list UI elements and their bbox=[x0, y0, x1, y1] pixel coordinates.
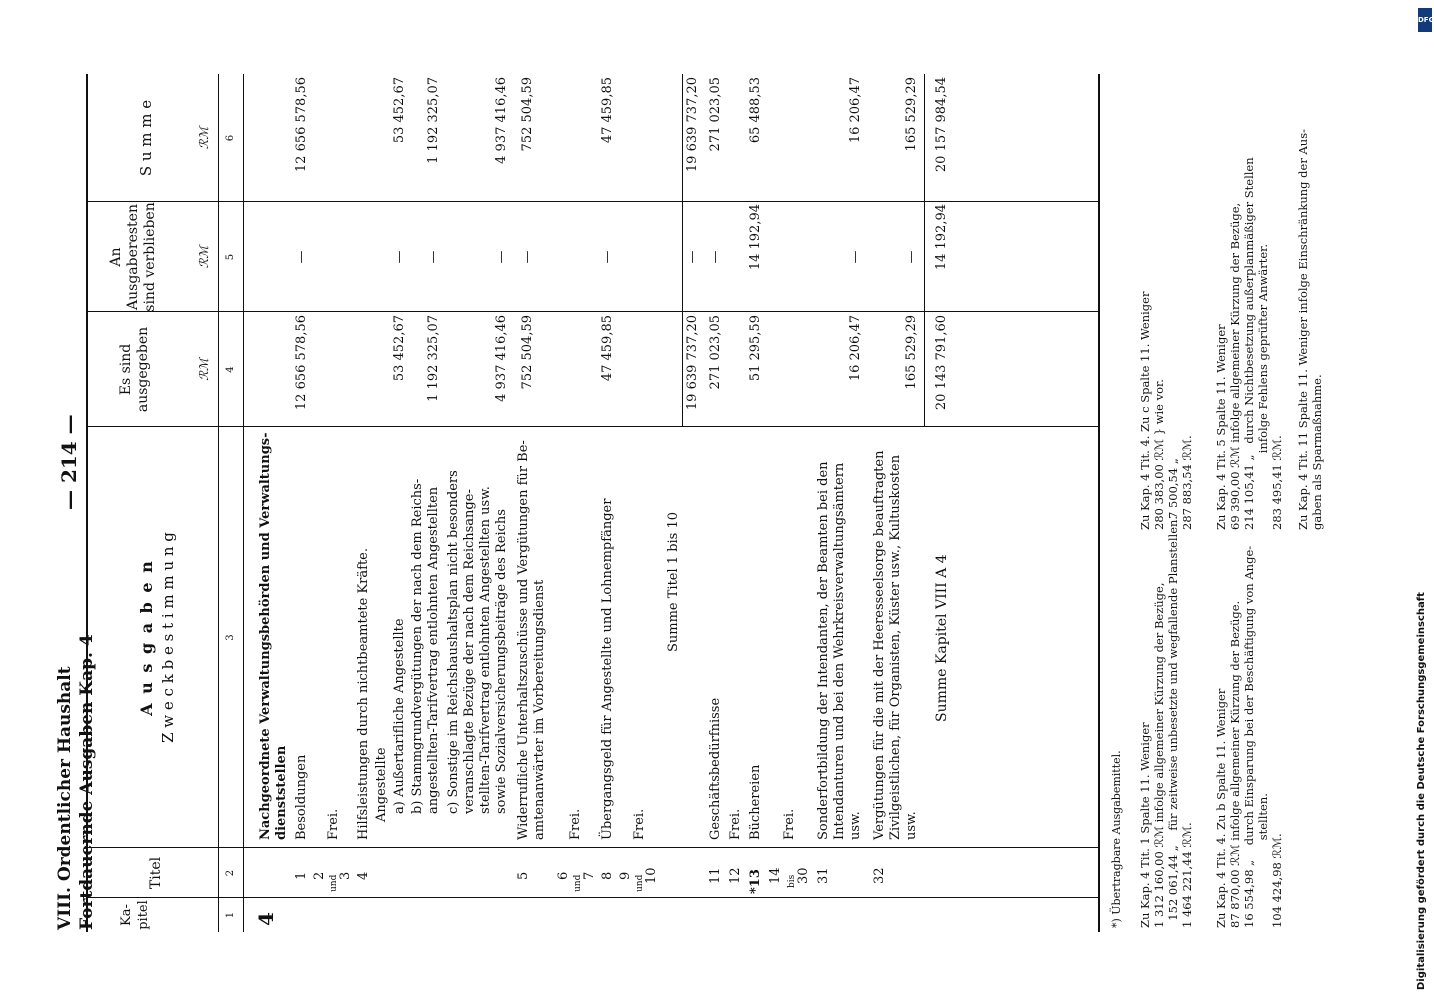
titel-number: 8 bbox=[600, 871, 615, 880]
value-ausgegeben: 165 529,29 bbox=[904, 315, 919, 390]
col-header-zweck: Z w e c k b e s t i m m u n g bbox=[159, 532, 177, 743]
row-label: Frei. bbox=[326, 808, 341, 840]
col-header-kapitel: Ka- pitel bbox=[119, 900, 151, 930]
value-dash: — bbox=[520, 250, 535, 264]
value-dash: — bbox=[392, 250, 407, 264]
value-summe: 47 459,85 bbox=[600, 77, 615, 144]
value-ausgegeben: 4 937 416,46 bbox=[494, 315, 509, 402]
kapitel-number: 4 bbox=[254, 912, 278, 926]
value-summe: 12 656 578,56 bbox=[294, 77, 309, 173]
value-dash: — bbox=[848, 250, 863, 264]
row-label: Frei. bbox=[632, 808, 647, 840]
titel-number: 4 bbox=[356, 871, 371, 880]
footnote: *) Übertragbare Ausgabemittel. bbox=[1110, 750, 1123, 928]
row-label: Büchereien bbox=[748, 764, 763, 840]
titel-number: 30 bbox=[796, 867, 811, 884]
titel-number: 7 bbox=[582, 871, 597, 880]
row-label: Widerrufliche Unterhaltszuschüsse und Vergütungen für Be- amtenanwärter im Vorbereitungsdienst bbox=[516, 440, 547, 840]
row-label: a) Außertarifliche Angestellte bbox=[392, 618, 407, 814]
col-number: 1 bbox=[225, 911, 236, 919]
titel-number: 11 bbox=[708, 867, 723, 884]
row-label: Übergangsgeld für Angestellte und Lohnempfänger bbox=[600, 498, 615, 840]
col-number: 6 bbox=[225, 134, 236, 142]
row-label: Frei. bbox=[568, 808, 583, 840]
value-ausgegeben: 16 206,47 bbox=[848, 315, 863, 382]
titel-number: 14 bbox=[768, 867, 783, 884]
header-rule bbox=[243, 74, 244, 932]
titel-connector: und bbox=[329, 874, 339, 892]
titel-number: 1 bbox=[294, 871, 309, 880]
value-dash: — bbox=[904, 250, 919, 264]
titel-number: 3 bbox=[338, 871, 353, 880]
value-summe: 19 639 737,20 bbox=[685, 77, 700, 173]
col-header-ausgaben: A u s g a b e n bbox=[137, 559, 156, 716]
subtotal-rule bbox=[682, 74, 683, 427]
value-summe: 752 504,59 bbox=[520, 77, 535, 152]
total-rule bbox=[924, 74, 925, 427]
value-summe: 165 529,29 bbox=[904, 77, 919, 152]
remark-tit4b: Zu Kap. 4 Tit. 4. Zu b Spalte 11. Weniger 87 870,00 ℛℳ infolge allgemeiner Kürzung der Bezüge. 16 554,98 „ durch Einsparung bei der Beschäftigung von Ange- stellten. 104 424,98 ℛℳ. bbox=[1214, 545, 1284, 928]
value-ausgegeben: 271 023,05 bbox=[708, 315, 723, 390]
budget-table bbox=[86, 74, 1100, 932]
value-summe: 53 452,67 bbox=[392, 77, 407, 144]
row-label: Frei. bbox=[728, 808, 743, 840]
header-title: VIII. Ordentlicher Haushalt bbox=[55, 666, 75, 930]
row-label: Besoldungen bbox=[294, 754, 309, 840]
col-number: 2 bbox=[225, 869, 236, 877]
value-summe: 16 206,47 bbox=[848, 77, 863, 144]
value-dash: — bbox=[708, 250, 723, 264]
value-dash: — bbox=[426, 250, 441, 264]
total-summe: 20 157 984,54 bbox=[934, 77, 949, 173]
value-ausgabereste: 14 192,94 bbox=[748, 204, 763, 271]
value-ausgegeben: 51 295,59 bbox=[748, 315, 763, 382]
remark-tit1: Zu Kap. 4 Tit. 1 Spalte 11. Weniger 1 312 160,00 ℛℳ infolge allgemeiner Kürzung der Bezüge, 152 061,44 „ für zeitweise unbesetzte und wegfallende Planstellen. 1 464 221,44 ℛℳ. bbox=[1138, 515, 1194, 928]
col-header-titel: Titel bbox=[148, 856, 164, 890]
col-header-summe: S u m m e bbox=[137, 99, 155, 177]
value-summe: 1 192 325,07 bbox=[426, 77, 441, 164]
col-divider bbox=[88, 897, 1098, 898]
row-label: Frei. bbox=[782, 808, 797, 840]
value-summe: 271 023,05 bbox=[708, 77, 723, 152]
col-header-ausgabereste: An Ausgaberesten sind verblieben bbox=[108, 202, 158, 312]
titel-connector: bis bbox=[787, 874, 797, 888]
remark-tit5: Zu Kap. 4 Tit. 5 Spalte 11. Weniger 69 390,00 ℛℳ infolge allgemeiner Kürzung der Bezüge, 214 105,41 „ durch Nichtbesetzung außerplanmäßiger Stellen infolge Fehlens geprüfter Anwärter. 283 495,41 ℛℳ. bbox=[1214, 157, 1284, 530]
titel-number: 12 bbox=[728, 867, 743, 884]
titel-connector: und bbox=[635, 874, 645, 892]
titel-number: 31 bbox=[816, 867, 831, 884]
unit-label: ℛℳ bbox=[197, 358, 211, 381]
titel-number: 9 bbox=[618, 871, 633, 880]
titel-number: 2 bbox=[312, 871, 327, 880]
col-header-ausgegeben: Es sind ausgegeben bbox=[118, 326, 151, 413]
col-number: 4 bbox=[225, 366, 236, 373]
header-rule bbox=[218, 74, 219, 932]
value-dash: — bbox=[685, 250, 700, 264]
titel-number: 10 bbox=[644, 867, 659, 884]
titel-number: 32 bbox=[872, 867, 887, 884]
value-dash: — bbox=[294, 250, 309, 264]
row-sublabel: Angestellte bbox=[374, 747, 389, 822]
dfg-credit-text: Digitalisierung gefördert durch die Deutsche Forschungsgemeinschaft bbox=[1416, 592, 1427, 990]
remark-tit11: Zu Kap. 4 Tit. 11 Spalte 11. Weniger infolge Einschränkung der Aus- gaben als Sparmaßnahme. bbox=[1296, 129, 1324, 530]
titel-connector: und bbox=[573, 874, 583, 892]
total-ausgabereste: 14 192,94 bbox=[934, 204, 949, 271]
unit-label: ℛℳ bbox=[197, 126, 211, 150]
col-number: 5 bbox=[225, 253, 236, 261]
dfg-logo: DFG bbox=[1418, 8, 1432, 32]
value-ausgegeben: 752 504,59 bbox=[520, 315, 535, 390]
header-subtitle: Fortdauernde Ausgaben Kap. 4 bbox=[77, 634, 97, 930]
row-label: Geschäftsbedürfnisse bbox=[708, 697, 723, 840]
subtotal-label: Summe Titel 1 bis 10 bbox=[666, 511, 681, 652]
row-label: c) Sonstige im Reichshaushaltsplan nicht besonders veranschlagte Bezüge der nach dem Reichsange- stellten-Tarifvertrag entlohnten Angestellten usw. sowie Sozialversicherungsbeiträge des Reichs bbox=[446, 470, 509, 814]
value-dash: — bbox=[494, 250, 509, 264]
value-summe: 65 488,53 bbox=[748, 77, 763, 144]
col-number: 3 bbox=[225, 634, 236, 641]
value-ausgegeben: 12 656 578,56 bbox=[294, 315, 309, 411]
value-dash: — bbox=[600, 250, 615, 264]
value-ausgegeben: 47 459,85 bbox=[600, 315, 615, 382]
col-divider bbox=[88, 847, 1098, 848]
value-ausgegeben: 1 192 325,07 bbox=[426, 315, 441, 402]
total-ausgegeben: 20 143 791,60 bbox=[934, 315, 949, 411]
titel-number: *13 bbox=[748, 869, 763, 894]
page-number: — 214 — bbox=[57, 414, 81, 510]
row-label: b) Stammgrundvergütungen der nach dem Reichs- angestellten-Tarifvertrag entlohnten Angestellten bbox=[410, 478, 441, 814]
value-ausgegeben: 19 639 737,20 bbox=[685, 315, 700, 411]
row-label: Hilfsleistungen durch nichtbeamtete Kräfte. bbox=[356, 547, 371, 840]
titel-number: 5 bbox=[516, 871, 531, 880]
row-label: Sonderfortbildung der Intendanten, der Beamten bei den Intendanturen und bei den Wehrkreisverwaltungsämtern usw. bbox=[816, 461, 863, 840]
remark-tit4c: Zu Kap. 4 Tit. 4. Zu c Spalte 11. Weniger 280 383,00 ℛℳ } wie vor. 7 500,54 „ 287 883,54 ℛℳ. bbox=[1138, 291, 1194, 530]
titel-number: 6 bbox=[556, 871, 571, 880]
row-label: Vergütungen für die mit der Heeresseelsorge beauftragten Zivilgeistlichen, für Organisten, Küster usw., Kultuskosten usw. bbox=[872, 450, 919, 840]
unit-label: ℛℳ bbox=[197, 245, 211, 269]
dfg-credit bbox=[1414, 0, 1434, 1000]
total-label: Summe Kapitel VIII A 4 bbox=[934, 554, 950, 722]
section-heading: Nachgeordnete Verwaltungsbehörden und Verwaltungs- dienststellen bbox=[258, 432, 289, 840]
value-summe: 4 937 416,46 bbox=[494, 77, 509, 164]
value-ausgegeben: 53 452,67 bbox=[392, 315, 407, 382]
